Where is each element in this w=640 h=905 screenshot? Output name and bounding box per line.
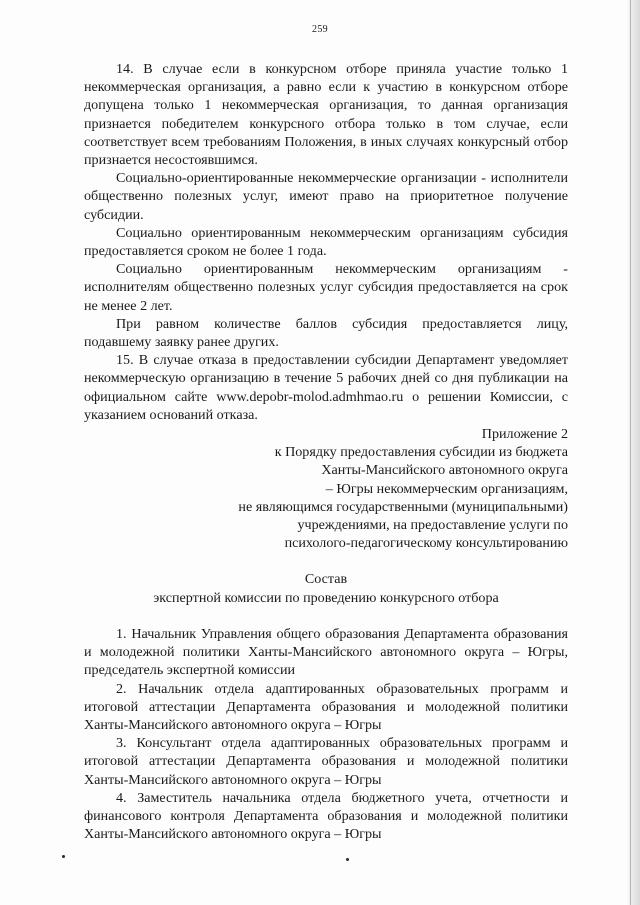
scan-speck: [62, 855, 65, 858]
paragraph-term-one-year: Социально ориентированным некоммерческим организациям субсидия предоставляется сроком не более 1 года.: [84, 224, 568, 260]
paragraph-14: 14. В случае если в конкурсном отборе приняла участие только 1 некоммерческая организация, а равно если к участию в конкурсном отборе допущена только 1 некоммерческая организация, то данная организация признается победителем конкурсного отбора только в том случае, если соответствует всем требованиям Положения, в иных случаях конкурсный отбор признается несостоявшимся.: [84, 61, 568, 169]
list-item: 1. Начальник Управления общего образования Департамента образования и молодежной политики Ханты-Мансийского автономного округа – Югры, председатель экспертной комиссии: [84, 625, 568, 679]
paragraph-15: 15. В случае отказа в предоставлении субсидии Департамент уведомляет некоммерческую организацию в течение 5 рабочих дней со дня публикации на официальном сайте www.depobr-molod.admhmao.ru о решении Комиссии, с указанием оснований отказа.: [84, 352, 568, 423]
appendix-line: не являющимся государственными (муниципальными): [238, 498, 568, 515]
scan-shadow-line: [630, 0, 631, 905]
list-item: 3. Консультант отдела адаптированных образовательных программ и итоговой аттестации Департамента образования и молодежной политики Ханты-Мансийского автономного округа – Югры: [84, 735, 568, 788]
heading-subtitle: экспертной комиссии по проведению конкурсного отбора: [153, 589, 499, 606]
appendix-title: Приложение 2: [481, 426, 568, 443]
commission-members-list: [84, 625, 568, 843]
scan-speck: [346, 858, 349, 861]
commission-heading: [84, 570, 568, 606]
list-item: 4. Заместитель начальника отдела бюджетного учета, отчетности и финансового контроля Департамента образования и молодежной политики Ханты-Мансийского автономного округа – Югры: [84, 789, 568, 843]
appendix-line: психолого-педагогическому консультированию: [284, 535, 568, 552]
appendix-line: учреждениями, на предоставление услуги по: [297, 517, 568, 534]
document-body: [84, 60, 568, 843]
appendix-header: [84, 424, 568, 552]
appendix-line: Ханты-Мансийского автономного округа: [321, 462, 568, 479]
heading-title: Состав: [304, 571, 348, 588]
paragraph-term-two-years: Социально ориентированным некоммерческим организациям - исполнителям общественно полезных услуг субсидия предоставляется на срок не менее 2 лет.: [84, 261, 568, 314]
appendix-line: – Югры некоммерческим организациям,: [325, 480, 568, 497]
list-item: 2. Начальник отдела адаптированных образовательных программ и итоговой аттестации Департамента образования и молодежной политики Ханты-Мансийского автономного округа – Югры: [84, 680, 568, 733]
scan-edge: [626, 0, 640, 905]
paragraph-equal-score: При равном количестве баллов субсидия предоставляется лицу, подавшему заявку ранее других.: [84, 315, 568, 351]
page-number: 259: [312, 24, 328, 35]
paragraph-priority-right: Социально-ориентированные некоммерческие организации - исполнители общественно полезных услуг, имеют право на приоритетное получение субсидии.: [84, 170, 568, 223]
appendix-line: к Порядку предоставления субсидии из бюджета: [274, 444, 568, 461]
